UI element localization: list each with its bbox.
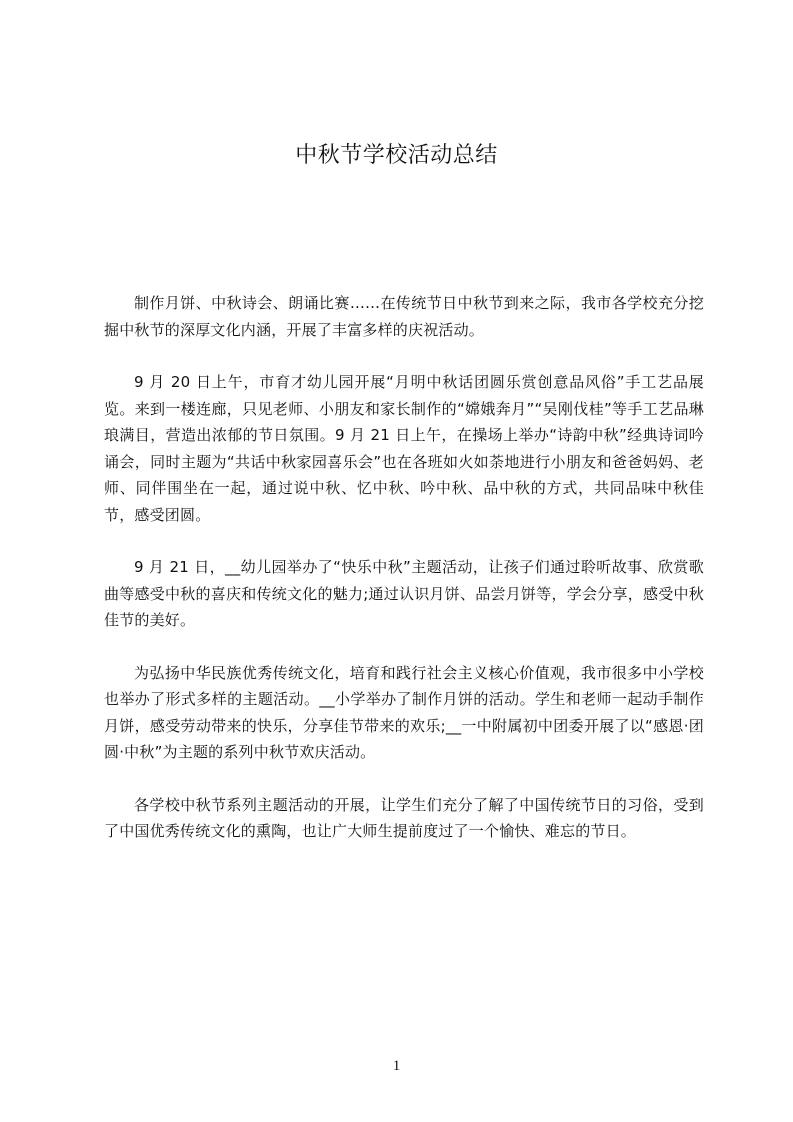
paragraph: 9 月 21 日，__幼儿园举办了“快乐中秋”主题活动，让孩子们通过聆听故事、欣赏歌曲等感受中秋的喜庆和传统文化的魅力;通过认识月饼、品尝月饼等，学会分享，感受中秋佳节的美好。 [104, 558, 704, 629]
page-number: 1 [392, 1058, 401, 1074]
document-title: 中秋节学校活动总结 [295, 143, 498, 168]
document-body [104, 290, 704, 871]
paragraph: 9 月 20 日上午，市育才幼儿园开展“月明中秋话团圆乐赏创意品风俗”手工艺品展览。来到一楼连廊，只见老师、小朋友和家长制作的“嫦娥奔月”“吴刚伐桂”等手工艺品琳琅满目，营造出浓郁的节日氛围。9 月 21 日上午，在操场上举办“诗韵中秋”经典诗词吟诵会，同时主题为“共话中秋家园喜乐会”也在各班如火如荼地进行小朋友和爸爸妈妈、老师、同伴围坐在一起，通过说中秋、忆中秋、吟中秋、品中秋的方式，共同品味中秋佳节，感受团圆。 [104, 373, 704, 524]
paragraph: 各学校中秋节系列主题活动的开展，让学生们充分了解了中国传统节日的习俗，受到了中国优秀传统文化的熏陶，也让广大师生提前度过了一个愉快、难忘的节日。 [104, 795, 704, 840]
paragraph: 为弘扬中华民族优秀传统文化，培育和践行社会主义核心价值观，我市很多中小学校也举办了形式多样的主题活动。__小学举办了制作月饼的活动。学生和老师一起动手制作月饼，感受劳动带来的快乐，分享佳节带来的欢乐;__一中附属初中团委开展了以“感恩·团圆·中秋”为主题的系列中秋节欢庆活动。 [104, 663, 704, 761]
paragraph: 制作月饼、中秋诗会、朗诵比赛……在传统节日中秋节到来之际，我市各学校充分挖掘中秋节的深厚文化内涵，开展了丰富多样的庆祝活动。 [104, 294, 704, 339]
